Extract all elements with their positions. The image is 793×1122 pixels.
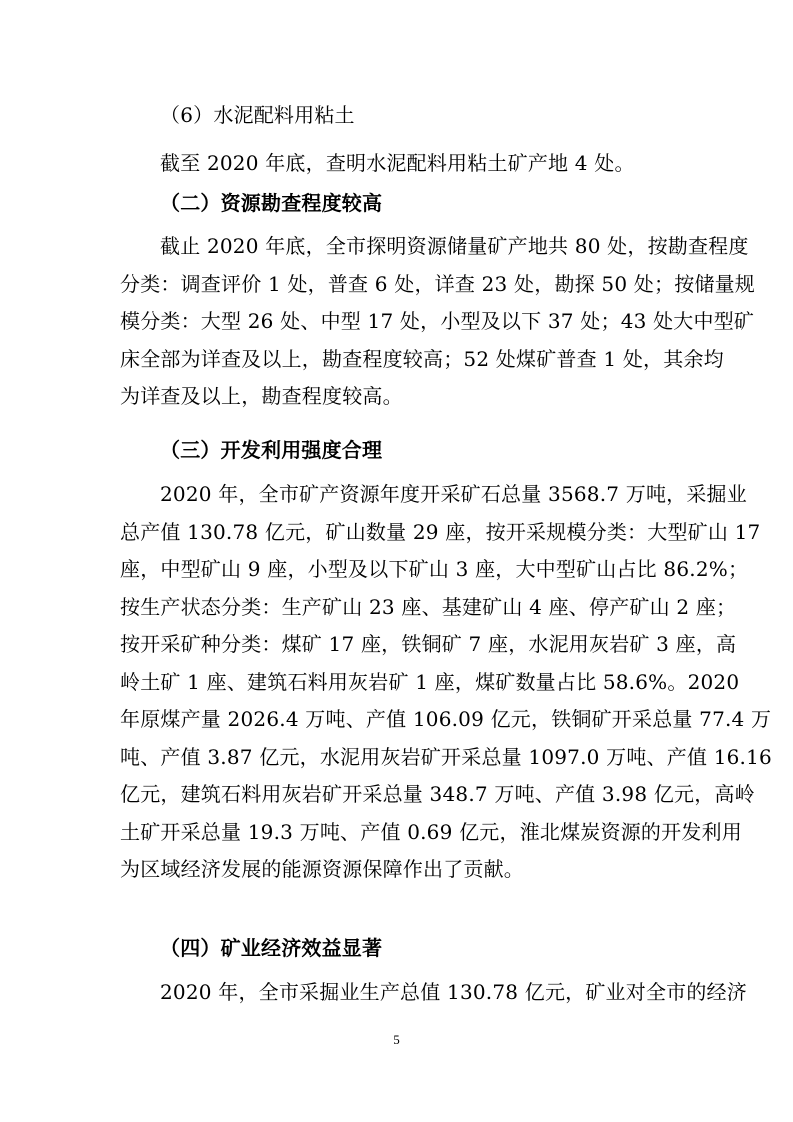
heading-text: （三）开发利用强度合理 (160, 438, 383, 462)
text-line: 2020 年，全市采掘业生产总值 130.78 亿元，矿业对全市的经济 (160, 980, 747, 1004)
heading-economic-benefits (120, 930, 680, 968)
text-line: 床全部为详查及以上，勘查程度较高；52 处煤矿普查 1 处，其余均 (120, 346, 724, 371)
text-line: 为区域经济发展的能源资源保障作出了贡献。 (120, 857, 524, 881)
paragraph-economic (120, 974, 747, 1012)
heading-exploration-level (120, 185, 680, 223)
subheading-cement-clay (120, 97, 680, 135)
text-line: 按开采矿种分类：煤矿 17 座，铁铜矿 7 座，水泥用灰岩矿 3 座，高 (120, 632, 737, 656)
text-line: 分类：调查评价 1 处，普查 6 处，详查 23 处，勘探 50 处；按储量规 (120, 271, 756, 296)
paragraph-cement-clay (120, 145, 680, 183)
text-line: 模分类：大型 26 处、中型 17 处，小型及以下 37 处；43 处大中型矿 (120, 309, 755, 333)
text-line: 吨、产值 3.87 亿元，水泥用灰岩矿开采总量 1097.0 万吨、产值 16.16 (120, 744, 772, 769)
text-line: 总产值 130.78 亿元，矿山数量 29 座，按开采规模分类：大型矿山 17 (120, 519, 761, 544)
text-line: 2020 年，全市矿产资源年度开采矿石总量 3568.7 万吨，采掘业 (160, 482, 747, 506)
text-line: 年原煤产量 2026.4 万吨、产值 106.09 亿元，铁铜矿开采总量 77.4 万 (120, 707, 772, 731)
text-line: 按生产状态分类：生产矿山 23 座、基建矿山 4 座、停产矿山 2 座； (120, 594, 737, 619)
text-line: （6）水泥配料用粘土 (160, 103, 355, 127)
text-line: 截止 2020 年底，全市探明资源储量矿产地共 80 处，按勘查程度 (160, 234, 749, 258)
paragraph-exploration (120, 228, 756, 416)
heading-text: （二）资源勘查程度较高 (160, 191, 383, 215)
text-line: 岭土矿 1 座、建筑石料用灰岩矿 1 座，煤矿数量占比 58.6%。2020 (120, 669, 740, 694)
paragraph-development (120, 476, 772, 889)
text-line: 亿元，建筑石料用灰岩矿开采总量 348.7 万吨、产值 3.98 亿元，高岭 (120, 782, 755, 806)
text-line: 土矿开采总量 19.3 万吨、产值 0.69 亿元，淮北煤炭资源的开发利用 (120, 819, 742, 844)
text-line: 为详查及以上，勘查程度较高。 (120, 384, 403, 408)
heading-development-intensity (120, 432, 680, 470)
text-line: 座，中型矿山 9 座，小型及以下矿山 3 座，大中型矿山占比 86.2%； (120, 557, 749, 581)
heading-text: （四）矿业经济效益显著 (160, 936, 383, 960)
text-line: 截至 2020 年底，查明水泥配料用粘土矿产地 4 处。 (160, 151, 635, 175)
page-number: 5 (393, 1032, 400, 1047)
